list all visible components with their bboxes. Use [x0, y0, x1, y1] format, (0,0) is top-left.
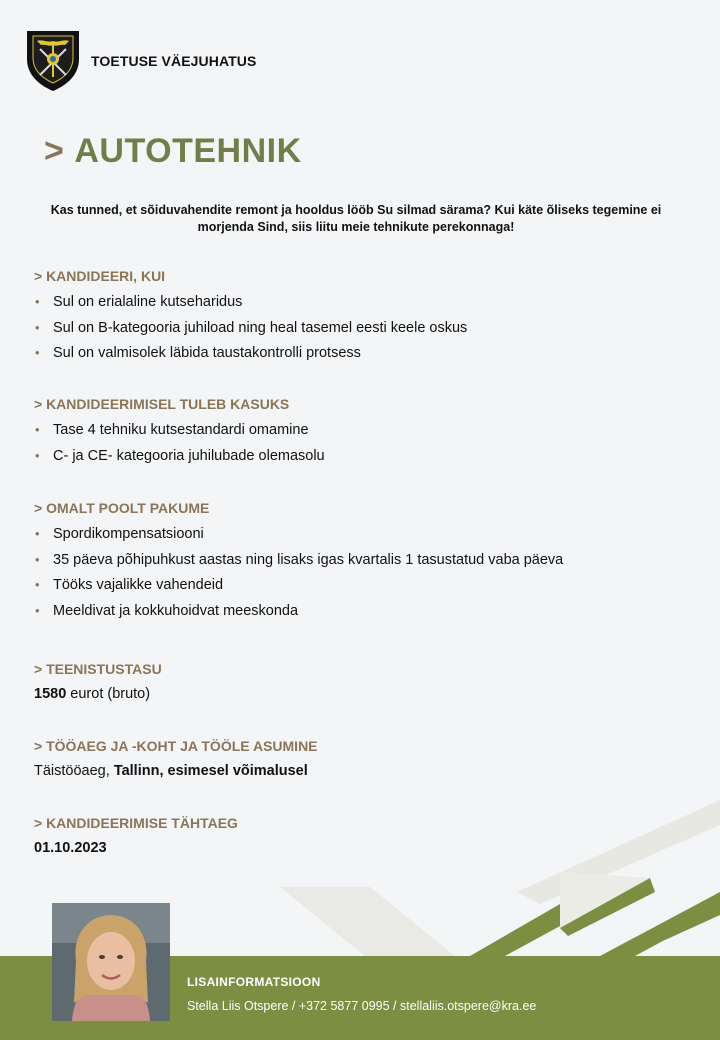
- deadline-date: 01.10.2023: [34, 840, 107, 856]
- list-item: • Sul on B-kategooria juhiload ning heal tasemel eesti keele oskus: [34, 319, 467, 345]
- list-item: • Spordikompensatsiooni: [34, 525, 563, 551]
- list-item: • Sul on erialaline kutseharidus: [34, 293, 467, 319]
- salary-unit: eurot (bruto): [66, 686, 151, 702]
- worktime-plain: Täistööaeg,: [34, 763, 114, 779]
- list-kasuks: [34, 421, 325, 472]
- section-heading-pakume: > OMALT POOLT PAKUME: [34, 500, 210, 516]
- list-kandideeri: [34, 293, 467, 370]
- worktime-value: [34, 763, 308, 779]
- section-heading-tahtaeg: > KANDIDEERIMISE TÄHTAEG: [34, 815, 238, 831]
- list-item: • Sul on valmisolek läbida taustakontrolli protsess: [34, 344, 467, 370]
- section-heading-tasu: > TEENISTUSTASU: [34, 661, 162, 677]
- list-pakume: [34, 525, 563, 627]
- section-heading-kasuks: > KANDIDEERIMISEL TULEB KASUKS: [34, 396, 290, 412]
- title-text: AUTOTEHNIK: [74, 132, 302, 170]
- salary-amount: 1580: [34, 686, 67, 702]
- salary-value: [34, 686, 150, 702]
- list-item: • C- ja CE- kategooria juhilubade olemasolu: [34, 447, 325, 473]
- title-prefix: >: [44, 132, 65, 170]
- list-item: • 35 päeva põhipuhkust aastas ning lisaks igas kvartalis 1 tasustatud vaba päeva: [34, 551, 563, 577]
- page-title: [44, 132, 302, 171]
- contact-details: Stella Liis Otspere / +372 5877 0995 / stellaliis.otspere@kra.ee: [187, 999, 537, 1013]
- org-name: TOETUSE VÄEJUHATUS: [91, 53, 257, 69]
- list-item: • Tööks vajalikke vahendeid: [34, 576, 563, 602]
- crest-icon: [25, 29, 81, 93]
- worktime-bold: Tallinn, esimesel võimalusel: [113, 763, 308, 779]
- contact-photo: [52, 903, 170, 1021]
- contact-heading: LISAINFORMATSIOON: [187, 975, 321, 989]
- section-heading-kandideeri: > KANDIDEERI, KUI: [34, 268, 166, 284]
- section-heading-tooaeg: > TÖÖAEG JA -KOHT JA TÖÖLE ASUMINE: [34, 738, 318, 754]
- list-item: • Meeldivat ja kokkuhoidvat meeskonda: [34, 602, 563, 628]
- intro-text: Kas tunned, et sõiduvahendite remont ja hooldus lööb Su silmad särama? Kui käte õliseks tegemine ei morjenda Sind, siis liitu meie tehnikute perekonnaga!: [50, 203, 662, 234]
- list-item: • Tase 4 tehniku kutsestandardi omamine: [34, 421, 325, 447]
